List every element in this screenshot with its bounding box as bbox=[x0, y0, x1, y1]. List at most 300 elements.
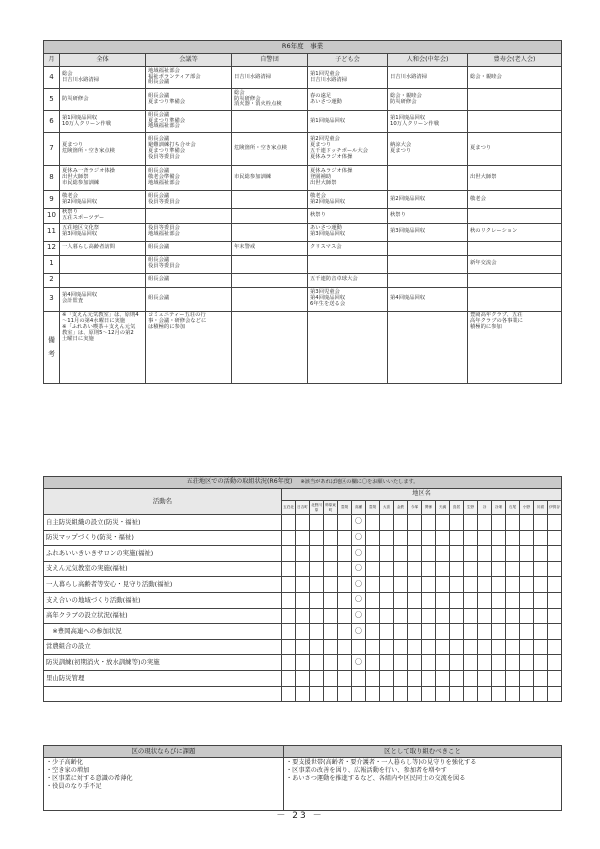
issues-left-text: ・少子高齢化 ・空き家の増加 ・区事業に対する意識の希薄化 ・役員のなり手不足 bbox=[44, 758, 284, 811]
district-check-cell[interactable]: 〇 bbox=[352, 624, 366, 640]
district-check-cell[interactable] bbox=[380, 515, 394, 531]
district-check-cell[interactable] bbox=[506, 515, 520, 531]
district-check-cell[interactable] bbox=[408, 546, 422, 562]
activity-name: ※豊岡高連への参加状況 bbox=[44, 624, 282, 640]
schedule-cell-kodomokai: 第1回児童会 日吉川水路清掃 bbox=[308, 67, 388, 89]
district-check-cell[interactable] bbox=[478, 639, 492, 655]
district-check-cell[interactable] bbox=[310, 624, 324, 640]
district-check-cell[interactable] bbox=[394, 546, 408, 562]
district-check-cell[interactable] bbox=[478, 530, 492, 546]
district-check-cell[interactable] bbox=[366, 546, 380, 562]
district-check-cell[interactable] bbox=[380, 686, 394, 702]
district-check-cell[interactable] bbox=[408, 515, 422, 531]
schedule-cell-zentai: 第4回廃品回収 会計監査 bbox=[60, 287, 146, 311]
district-check-cell[interactable] bbox=[324, 561, 338, 577]
district-check-cell[interactable] bbox=[534, 655, 548, 671]
district-check-cell[interactable] bbox=[548, 546, 562, 562]
district-check-cell[interactable] bbox=[548, 592, 562, 608]
schedule-cell-hojukai: 敬老会 bbox=[468, 191, 562, 209]
activity-name: ふれあいいきいきサロンの実施(福祉) bbox=[44, 546, 282, 562]
activity-row bbox=[44, 624, 562, 640]
district-check-cell[interactable]: 〇 bbox=[352, 592, 366, 608]
district-check-cell[interactable] bbox=[464, 546, 478, 562]
district-check-cell[interactable] bbox=[450, 686, 464, 702]
district-check-cell[interactable] bbox=[450, 624, 464, 640]
month-cell: 2 bbox=[44, 273, 60, 287]
schedule-cell-jikeidan bbox=[232, 287, 308, 311]
activity-row bbox=[44, 530, 562, 546]
district-check-cell[interactable] bbox=[408, 530, 422, 546]
district-check-cell[interactable] bbox=[324, 592, 338, 608]
district-check-cell[interactable] bbox=[338, 592, 352, 608]
district-check-cell[interactable] bbox=[310, 608, 324, 624]
district-check-cell[interactable] bbox=[520, 608, 534, 624]
district-check-cell[interactable] bbox=[352, 639, 366, 655]
district-check-cell[interactable] bbox=[394, 655, 408, 671]
schedule-row bbox=[44, 67, 562, 89]
district-check-cell[interactable] bbox=[366, 515, 380, 531]
district-check-cell[interactable] bbox=[506, 608, 520, 624]
schedule-cell-zentai: 五荘地区文化祭 第3回廃品回収 bbox=[60, 223, 146, 241]
district-check-cell[interactable] bbox=[282, 686, 296, 702]
district-check-cell[interactable] bbox=[296, 530, 310, 546]
district-check-cell[interactable] bbox=[296, 670, 310, 686]
activity-row bbox=[44, 592, 562, 608]
district-check-cell[interactable] bbox=[492, 639, 506, 655]
district-check-cell[interactable] bbox=[366, 577, 380, 593]
district-check-cell[interactable] bbox=[520, 577, 534, 593]
district-check-cell[interactable] bbox=[408, 639, 422, 655]
district-check-cell[interactable] bbox=[422, 577, 436, 593]
district-check-cell[interactable] bbox=[394, 577, 408, 593]
district-check-cell[interactable] bbox=[492, 608, 506, 624]
district-check-cell[interactable] bbox=[394, 670, 408, 686]
district-check-cell[interactable] bbox=[324, 546, 338, 562]
district-check-cell[interactable] bbox=[436, 639, 450, 655]
district-check-cell[interactable] bbox=[394, 592, 408, 608]
district-check-cell[interactable] bbox=[548, 515, 562, 531]
district-check-cell[interactable] bbox=[394, 639, 408, 655]
district-check-cell[interactable] bbox=[450, 546, 464, 562]
district-check-cell[interactable] bbox=[464, 686, 478, 702]
schedule-cell-kaigi: 組長会議 敬老会準備会 地域福祉部会 bbox=[146, 166, 232, 191]
district-check-cell[interactable] bbox=[506, 577, 520, 593]
district-check-cell[interactable] bbox=[478, 686, 492, 702]
district-check-cell[interactable] bbox=[520, 639, 534, 655]
district-check-cell[interactable] bbox=[310, 546, 324, 562]
district-check-cell[interactable]: 〇 bbox=[352, 530, 366, 546]
district-check-cell[interactable] bbox=[478, 546, 492, 562]
district-check-cell[interactable] bbox=[506, 639, 520, 655]
district-col: 天満 bbox=[436, 501, 450, 515]
district-check-cell[interactable] bbox=[492, 577, 506, 593]
district-check-cell[interactable] bbox=[380, 561, 394, 577]
district-col: 豊岡 bbox=[366, 501, 380, 515]
district-check-cell[interactable] bbox=[534, 686, 548, 702]
district-check-cell[interactable] bbox=[422, 655, 436, 671]
district-check-cell[interactable] bbox=[436, 561, 450, 577]
district-check-cell[interactable] bbox=[464, 624, 478, 640]
district-check-cell[interactable] bbox=[394, 686, 408, 702]
biko-jikeidan bbox=[232, 311, 308, 383]
district-check-cell[interactable] bbox=[534, 530, 548, 546]
district-check-cell[interactable] bbox=[492, 655, 506, 671]
district-check-cell[interactable] bbox=[366, 639, 380, 655]
district-col: 石尾 bbox=[506, 501, 520, 515]
district-check-cell[interactable] bbox=[464, 530, 478, 546]
district-check-cell[interactable] bbox=[310, 561, 324, 577]
district-check-cell[interactable] bbox=[282, 639, 296, 655]
district-check-cell[interactable] bbox=[408, 624, 422, 640]
district-check-cell[interactable] bbox=[548, 561, 562, 577]
district-check-cell[interactable] bbox=[520, 624, 534, 640]
issues-left-header: 区の現状ならびに課題 bbox=[44, 746, 284, 758]
district-check-cell[interactable] bbox=[366, 561, 380, 577]
district-check-cell[interactable] bbox=[436, 655, 450, 671]
district-check-cell[interactable] bbox=[436, 546, 450, 562]
activity-name: 防災マップづくり(防災・福祉) bbox=[44, 530, 282, 546]
district-check-cell[interactable] bbox=[422, 546, 436, 562]
district-col: 豊岡 bbox=[338, 501, 352, 515]
district-check-cell[interactable] bbox=[478, 515, 492, 531]
district-col: 谷 bbox=[478, 501, 492, 515]
district-check-cell[interactable] bbox=[548, 686, 562, 702]
district-check-cell[interactable] bbox=[436, 686, 450, 702]
district-check-cell[interactable]: 〇 bbox=[352, 546, 366, 562]
district-check-cell[interactable] bbox=[296, 592, 310, 608]
district-check-cell[interactable] bbox=[296, 655, 310, 671]
district-check-cell[interactable] bbox=[310, 670, 324, 686]
district-check-cell[interactable] bbox=[436, 577, 450, 593]
district-check-cell[interactable] bbox=[380, 670, 394, 686]
district-check-cell[interactable] bbox=[520, 592, 534, 608]
district-check-cell[interactable] bbox=[520, 530, 534, 546]
district-check-cell[interactable] bbox=[282, 592, 296, 608]
col-zentai: 全体 bbox=[60, 54, 146, 67]
activity-name: 一人暮らし高齢者等安心・見守り活動(福祉) bbox=[44, 577, 282, 593]
district-check-cell[interactable] bbox=[450, 670, 464, 686]
district-check-cell[interactable] bbox=[464, 639, 478, 655]
district-check-cell[interactable] bbox=[338, 546, 352, 562]
district-check-cell[interactable] bbox=[492, 546, 506, 562]
district-check-cell[interactable] bbox=[464, 577, 478, 593]
district-check-cell[interactable] bbox=[464, 561, 478, 577]
district-check-cell[interactable] bbox=[548, 577, 562, 593]
district-check-cell[interactable] bbox=[492, 624, 506, 640]
schedule-cell-kaigi bbox=[146, 209, 232, 224]
district-check-cell[interactable] bbox=[422, 670, 436, 686]
col-hojukai: 豊寿会(老人会) bbox=[468, 54, 562, 67]
district-check-cell[interactable] bbox=[506, 686, 520, 702]
month-cell: 11 bbox=[44, 223, 60, 241]
district-check-cell[interactable] bbox=[450, 639, 464, 655]
district-check-cell[interactable] bbox=[338, 639, 352, 655]
district-check-cell[interactable] bbox=[506, 561, 520, 577]
schedule-cell-zentai: 敬老会 第2回廃品回収 bbox=[60, 191, 146, 209]
schedule-cell-hojukai bbox=[468, 273, 562, 287]
district-check-cell[interactable] bbox=[436, 624, 450, 640]
activity-name: 高年クラブの設立状況(福祉) bbox=[44, 608, 282, 624]
district-check-cell[interactable] bbox=[338, 515, 352, 531]
district-check-cell[interactable] bbox=[324, 639, 338, 655]
district-check-cell[interactable] bbox=[450, 530, 464, 546]
district-check-cell[interactable] bbox=[296, 624, 310, 640]
month-cell: 12 bbox=[44, 241, 60, 255]
district-check-cell[interactable] bbox=[380, 608, 394, 624]
district-check-cell[interactable] bbox=[296, 608, 310, 624]
district-check-cell[interactable] bbox=[282, 515, 296, 531]
district-check-cell[interactable] bbox=[408, 655, 422, 671]
district-check-cell[interactable] bbox=[296, 639, 310, 655]
schedule-cell-kodomokai: 第2回児童会 夏まつり 五千連ドッチボール大会 夏休みラジオ体操 bbox=[308, 133, 388, 166]
district-check-cell[interactable] bbox=[464, 592, 478, 608]
district-check-cell[interactable] bbox=[548, 639, 562, 655]
district-check-cell[interactable] bbox=[422, 686, 436, 702]
district-check-cell[interactable] bbox=[408, 608, 422, 624]
district-check-cell[interactable] bbox=[436, 530, 450, 546]
district-check-cell[interactable] bbox=[520, 546, 534, 562]
district-check-cell[interactable] bbox=[380, 655, 394, 671]
district-check-cell[interactable] bbox=[366, 686, 380, 702]
district-check-cell[interactable] bbox=[548, 655, 562, 671]
district-col: 柿原東町 bbox=[324, 501, 338, 515]
district-check-cell[interactable] bbox=[436, 515, 450, 531]
district-check-cell[interactable]: 〇 bbox=[352, 515, 366, 531]
district-check-cell[interactable] bbox=[478, 670, 492, 686]
district-check-cell[interactable] bbox=[492, 561, 506, 577]
district-check-cell[interactable] bbox=[408, 577, 422, 593]
district-check-cell[interactable] bbox=[450, 561, 464, 577]
district-check-cell[interactable] bbox=[324, 515, 338, 531]
district-check-cell[interactable] bbox=[338, 608, 352, 624]
activity-row bbox=[44, 670, 562, 686]
district-check-cell[interactable] bbox=[520, 515, 534, 531]
schedule-cell-jinwakai: 秋祭り bbox=[388, 209, 468, 224]
district-check-cell[interactable] bbox=[366, 655, 380, 671]
district-check-cell[interactable] bbox=[282, 546, 296, 562]
district-check-cell[interactable] bbox=[492, 515, 506, 531]
district-check-cell[interactable] bbox=[282, 608, 296, 624]
district-check-cell[interactable] bbox=[506, 624, 520, 640]
district-check-cell[interactable] bbox=[436, 670, 450, 686]
biko-jinwakai bbox=[388, 311, 468, 383]
schedule-cell-jikeidan: 市民総参加訓練 bbox=[232, 166, 308, 191]
schedule-row bbox=[44, 223, 562, 241]
district-check-cell[interactable] bbox=[422, 561, 436, 577]
district-check-cell[interactable]: 〇 bbox=[352, 577, 366, 593]
district-check-cell[interactable] bbox=[338, 530, 352, 546]
district-check-cell[interactable] bbox=[422, 608, 436, 624]
district-check-cell[interactable] bbox=[548, 608, 562, 624]
district-check-cell[interactable] bbox=[548, 670, 562, 686]
district-check-cell[interactable] bbox=[296, 546, 310, 562]
schedule-cell-hojukai bbox=[468, 287, 562, 311]
district-check-cell[interactable] bbox=[478, 608, 492, 624]
district-check-cell[interactable] bbox=[394, 624, 408, 640]
district-check-cell[interactable]: 〇 bbox=[352, 608, 366, 624]
district-check-cell[interactable] bbox=[520, 670, 534, 686]
district-check-cell[interactable] bbox=[534, 670, 548, 686]
district-check-cell[interactable] bbox=[394, 608, 408, 624]
schedule-cell-jikeidan bbox=[232, 273, 308, 287]
district-check-cell[interactable] bbox=[548, 624, 562, 640]
district-check-cell[interactable] bbox=[422, 592, 436, 608]
district-check-cell[interactable] bbox=[380, 546, 394, 562]
activity-row bbox=[44, 655, 562, 671]
district-check-cell[interactable] bbox=[534, 639, 548, 655]
district-check-cell[interactable] bbox=[492, 592, 506, 608]
district-check-cell[interactable] bbox=[492, 686, 506, 702]
district-check-cell[interactable] bbox=[422, 515, 436, 531]
district-check-cell[interactable] bbox=[492, 670, 506, 686]
district-check-cell[interactable] bbox=[534, 561, 548, 577]
district-check-cell[interactable] bbox=[520, 655, 534, 671]
schedule-cell-kodomokai: 第1回廃品回収 bbox=[308, 111, 388, 133]
district-check-cell[interactable] bbox=[324, 655, 338, 671]
district-check-cell[interactable] bbox=[506, 670, 520, 686]
district-check-cell[interactable] bbox=[464, 608, 478, 624]
schedule-cell-jinwakai: 第2回廃品回収 bbox=[388, 191, 468, 209]
schedule-cell-kaigi: 組長会議 夏まつり準備会 bbox=[146, 89, 232, 111]
district-check-cell[interactable] bbox=[534, 592, 548, 608]
district-check-cell[interactable] bbox=[324, 624, 338, 640]
district-check-cell[interactable] bbox=[408, 592, 422, 608]
district-check-cell[interactable] bbox=[534, 577, 548, 593]
district-check-cell[interactable] bbox=[338, 577, 352, 593]
district-check-cell[interactable] bbox=[506, 546, 520, 562]
district-check-cell[interactable] bbox=[548, 530, 562, 546]
schedule-cell-kaigi: 組長会議 役員等委員会 bbox=[146, 191, 232, 209]
district-check-cell[interactable] bbox=[338, 561, 352, 577]
district-check-cell[interactable] bbox=[366, 624, 380, 640]
schedule-cell-hojukai: 総会・親睦会 bbox=[468, 67, 562, 89]
district-check-cell[interactable] bbox=[338, 655, 352, 671]
district-check-cell[interactable] bbox=[478, 624, 492, 640]
district-check-cell[interactable] bbox=[506, 592, 520, 608]
district-check-cell[interactable] bbox=[506, 530, 520, 546]
district-check-cell[interactable] bbox=[450, 592, 464, 608]
district-check-cell[interactable] bbox=[478, 592, 492, 608]
district-check-cell[interactable] bbox=[478, 561, 492, 577]
district-check-cell[interactable] bbox=[282, 655, 296, 671]
district-check-cell[interactable] bbox=[534, 515, 548, 531]
district-check-cell[interactable] bbox=[450, 515, 464, 531]
district-check-cell[interactable] bbox=[394, 561, 408, 577]
district-check-cell[interactable] bbox=[450, 577, 464, 593]
district-check-cell[interactable] bbox=[478, 655, 492, 671]
district-check-cell[interactable] bbox=[296, 686, 310, 702]
district-check-cell[interactable] bbox=[310, 577, 324, 593]
district-check-cell[interactable] bbox=[352, 686, 366, 702]
district-check-cell[interactable] bbox=[422, 639, 436, 655]
district-check-cell[interactable] bbox=[310, 515, 324, 531]
schedule-cell-jinwakai bbox=[388, 241, 468, 255]
activity-row bbox=[44, 546, 562, 562]
district-check-cell[interactable]: 〇 bbox=[352, 561, 366, 577]
district-check-cell[interactable] bbox=[324, 670, 338, 686]
district-check-cell[interactable] bbox=[534, 624, 548, 640]
district-check-cell[interactable] bbox=[380, 592, 394, 608]
district-check-cell[interactable] bbox=[492, 530, 506, 546]
schedule-row bbox=[44, 273, 562, 287]
district-check-cell[interactable] bbox=[282, 624, 296, 640]
schedule-row bbox=[44, 133, 562, 166]
district-check-cell[interactable] bbox=[310, 592, 324, 608]
district-check-cell[interactable] bbox=[352, 670, 366, 686]
month-cell: 7 bbox=[44, 133, 60, 166]
district-check-cell[interactable] bbox=[310, 639, 324, 655]
district-check-cell[interactable] bbox=[436, 608, 450, 624]
district-check-cell[interactable] bbox=[408, 670, 422, 686]
district-check-cell[interactable] bbox=[338, 670, 352, 686]
district-check-cell[interactable] bbox=[436, 592, 450, 608]
schedule-cell-kodomokai: 第3回児童会 第4回廃品回収 6年生を送る会 bbox=[308, 287, 388, 311]
schedule-cell-kodomokai bbox=[308, 255, 388, 273]
district-check-cell[interactable] bbox=[394, 530, 408, 546]
district-check-cell[interactable] bbox=[324, 686, 338, 702]
schedule-cell-kodomokai: 五千連防音卓球大会 bbox=[308, 273, 388, 287]
schedule-cell-jinwakai: 日吉川水路清掃 bbox=[388, 67, 468, 89]
district-check-cell[interactable] bbox=[310, 655, 324, 671]
district-check-cell[interactable] bbox=[366, 608, 380, 624]
district-check-cell[interactable] bbox=[450, 608, 464, 624]
district-check-cell[interactable] bbox=[282, 670, 296, 686]
district-check-cell[interactable] bbox=[310, 686, 324, 702]
district-check-cell[interactable] bbox=[338, 624, 352, 640]
district-check-cell[interactable] bbox=[422, 530, 436, 546]
district-check-cell[interactable]: 〇 bbox=[352, 655, 366, 671]
district-check-cell[interactable] bbox=[506, 655, 520, 671]
activity-name-header: 活動名 bbox=[44, 489, 282, 515]
issues-table bbox=[43, 745, 562, 811]
district-check-cell[interactable] bbox=[394, 515, 408, 531]
district-check-cell[interactable] bbox=[380, 639, 394, 655]
district-check-cell[interactable] bbox=[520, 561, 534, 577]
schedule-cell-jikeidan bbox=[232, 191, 308, 209]
district-check-cell[interactable] bbox=[464, 515, 478, 531]
district-check-cell[interactable] bbox=[380, 530, 394, 546]
district-check-cell[interactable] bbox=[282, 561, 296, 577]
district-check-cell[interactable] bbox=[380, 577, 394, 593]
district-check-cell[interactable] bbox=[408, 561, 422, 577]
district-check-cell[interactable] bbox=[422, 624, 436, 640]
district-check-cell[interactable] bbox=[464, 655, 478, 671]
district-check-cell[interactable] bbox=[296, 577, 310, 593]
district-check-cell[interactable] bbox=[296, 515, 310, 531]
schedule-cell-jikeidan: 総会 防災研修会 消火器・消火栓点検 bbox=[232, 89, 308, 111]
district-check-cell[interactable] bbox=[366, 670, 380, 686]
district-check-cell[interactable] bbox=[324, 530, 338, 546]
district-check-cell[interactable] bbox=[324, 577, 338, 593]
district-check-cell[interactable] bbox=[310, 530, 324, 546]
district-check-cell[interactable] bbox=[450, 655, 464, 671]
district-check-cell[interactable] bbox=[366, 530, 380, 546]
district-check-cell[interactable] bbox=[282, 577, 296, 593]
district-check-cell[interactable] bbox=[478, 577, 492, 593]
district-check-cell[interactable] bbox=[338, 686, 352, 702]
district-check-cell[interactable] bbox=[520, 686, 534, 702]
district-check-cell[interactable] bbox=[380, 624, 394, 640]
district-check-cell[interactable] bbox=[282, 530, 296, 546]
district-check-cell[interactable] bbox=[296, 561, 310, 577]
district-check-cell[interactable] bbox=[408, 686, 422, 702]
district-check-cell[interactable] bbox=[534, 546, 548, 562]
district-check-cell[interactable] bbox=[534, 608, 548, 624]
district-col: 北野川原 bbox=[310, 501, 324, 515]
district-check-cell[interactable] bbox=[464, 670, 478, 686]
district-check-cell[interactable] bbox=[366, 592, 380, 608]
district-check-cell[interactable] bbox=[324, 608, 338, 624]
